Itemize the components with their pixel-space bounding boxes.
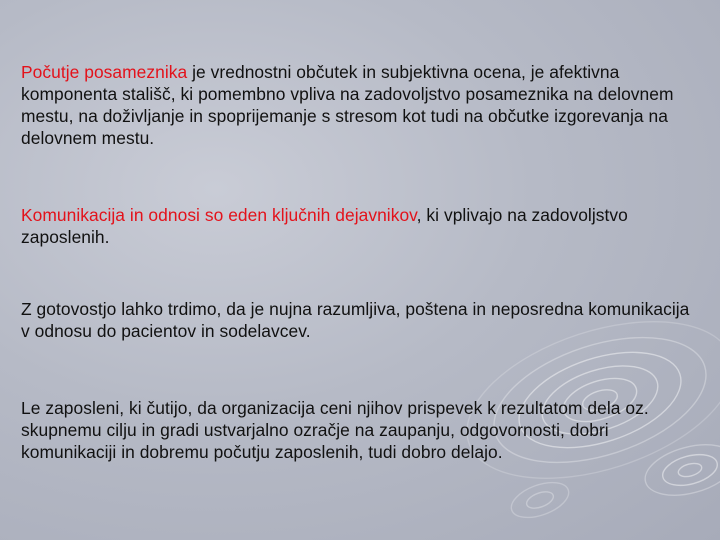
paragraph-communication — [21, 204, 701, 248]
highlight-communication: Komunikacija in odnosi so eden ključnih dejavnikov — [21, 205, 417, 225]
paragraph-wellbeing — [21, 61, 701, 149]
paragraph-certainty — [21, 298, 701, 342]
paragraph-communication-text: , ki vplivajo na zadovoljstvo zaposlenih. — [21, 205, 628, 247]
paragraph-employees-text: Le zaposleni, ki čutijo, da organizacija ceni njihov prispevek k rezultatom dela oz. skupnemu cilju in gradi ustvarjalno ozračje na zaupanju, odgovornosti, dobri komunikaciji in dobremu počutju zaposlenih, tudi dobro delajo. — [21, 398, 649, 462]
paragraph-wellbeing-text: je vrednostni občutek in subjektivna ocena, je afektivna komponenta stališč, ki pomembno vpliva na zadovoljstvo posameznika na delovnem mestu, na doživljanje in spoprijemanje s stresom kot tudi na občutke izgorevanja na delovnem mestu. — [21, 62, 674, 148]
highlight-wellbeing: Počutje posameznika — [21, 62, 188, 82]
paragraph-certainty-text: Z gotovostjo lahko trdimo, da je nujna razumljiva, poštena in neposredna komunikacija v odnosu do pacientov in sodelavcev. — [21, 299, 690, 341]
paragraph-employees — [21, 397, 701, 463]
